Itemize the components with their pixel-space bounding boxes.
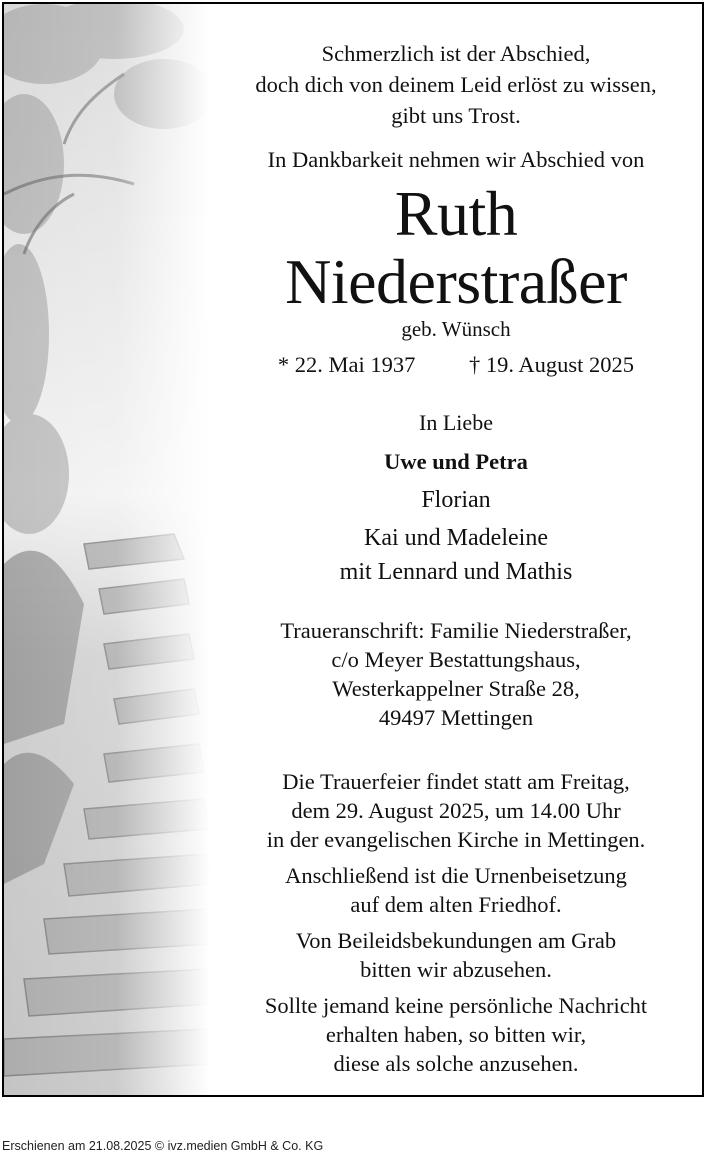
mourner: Kai und Madeleine [364, 525, 548, 551]
ceremony-line: diese als solche anzusehen. [333, 1051, 579, 1076]
address-line: Westerkappelner Straße 28, [332, 676, 580, 701]
ceremony-line: Anschließend ist die Urnenbeisetzung [285, 863, 627, 888]
life-dates [210, 350, 702, 380]
address-line: 49497 Mettingen [378, 705, 534, 730]
birth-date: * 22. Mai 1937 [277, 352, 416, 377]
ceremony-line: dem 29. August 2025, um 14.00 Uhr [291, 798, 621, 823]
ceremony-paragraph [210, 767, 702, 854]
publication-footer: Erschienen am 21.08.2025 © ivz.medien GmbH & Co. KG [2, 1139, 324, 1153]
mourners-list [210, 445, 702, 589]
ceremony-line: Von Beileidsbekundungen am Grab [295, 928, 617, 953]
memorial-verse [210, 38, 702, 131]
verse-line: gibt uns Trost. [391, 103, 521, 128]
mourners-intro: In Liebe [419, 410, 493, 435]
address-line: c/o Meyer Bestattungshaus, [331, 647, 581, 672]
ceremony-line: bitten wir abzusehen. [360, 957, 552, 982]
maiden-name: geb. Wünsch [401, 317, 511, 341]
notice-paragraph [210, 991, 702, 1078]
ceremony-line: auf dem alten Friedhof. [350, 892, 562, 917]
mourner: mit Lennard und Mathis [339, 559, 573, 585]
verse-line: doch dich von deinem Leid erlöst zu wissen, [255, 72, 657, 97]
ceremony-line: Die Trauerfeier findet statt am Freitag, [282, 769, 630, 794]
ceremony-line: Sollte jemand keine persönliche Nachricht [264, 993, 648, 1018]
mourner-primary: Uwe und Petra [384, 449, 528, 474]
farewell-intro: In Dankbarkeit nehmen wir Abschied von [267, 147, 645, 172]
address-line: Traueranschrift: Familie Niederstraßer, [280, 618, 632, 643]
first-name: Ruth [394, 178, 518, 249]
stone-steps-photo [4, 4, 210, 1095]
obituary-notice [2, 2, 704, 1097]
death-date: † 19. August 2025 [469, 352, 635, 377]
ceremony-info [210, 767, 702, 1085]
notice-text [210, 4, 702, 1095]
burial-paragraph [210, 861, 702, 919]
deceased-name [210, 180, 702, 316]
last-name: Niederstraßer [285, 246, 627, 317]
verse-line: Schmerzlich ist der Abschied, [321, 41, 591, 66]
ceremony-line: erhalten haben, so bitten wir, [325, 1022, 587, 1047]
condolence-paragraph [210, 926, 702, 984]
ceremony-line: in der evangelischen Kirche in Mettingen. [266, 827, 646, 852]
mourner: Florian [421, 487, 491, 513]
mourning-address [210, 616, 702, 732]
